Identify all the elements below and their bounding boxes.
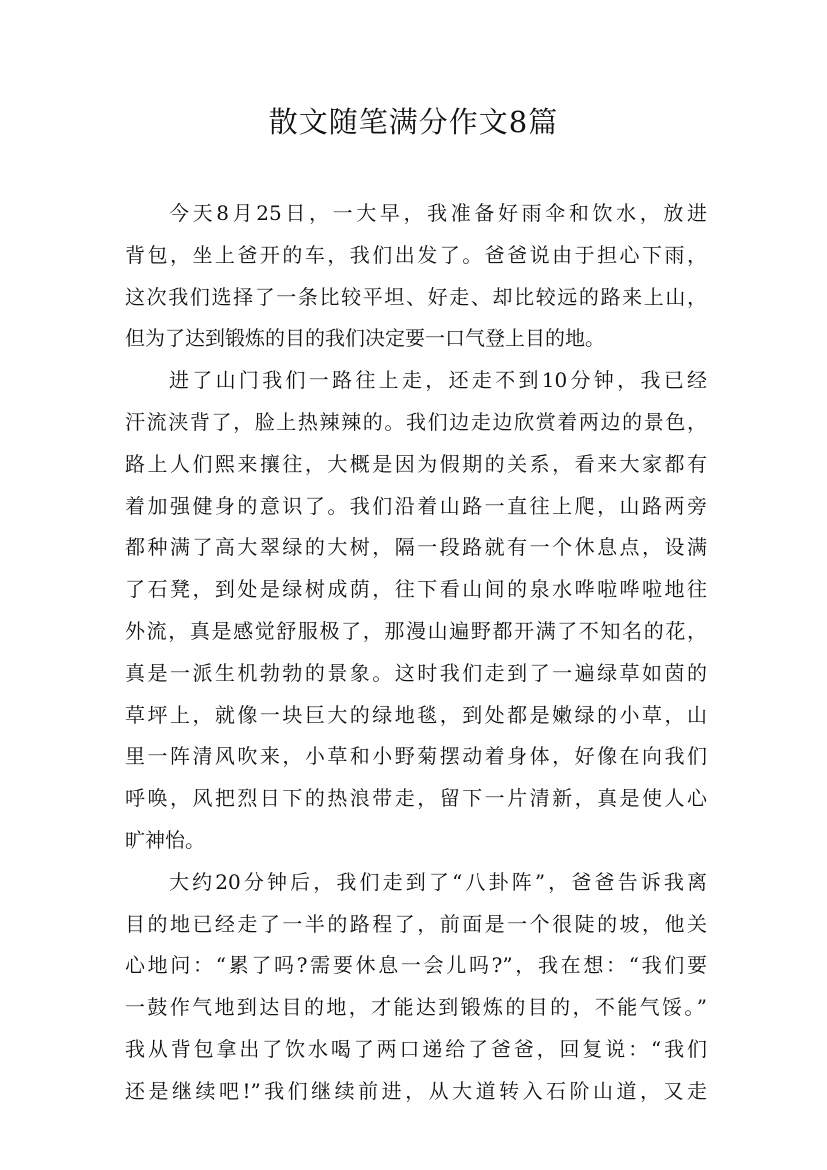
paragraph-2-line-7: 外流，真是感觉舒服极了，那漫山遍野都开满了不知名的花，: [125, 618, 707, 643]
paragraph-1-line-1: 今天8月25日，一大早，我准备好雨伞和饮水，放进: [169, 201, 707, 225]
paragraph-1-line-2: 背包，坐上爸开的车，我们出发了。爸爸说由于担心下雨，: [125, 242, 707, 267]
paragraph-3-line-4: 一鼓作气地到达目的地，才能达到锻炼的目的，不能气馁。”: [125, 995, 707, 1020]
paragraph-2-line-6: 了石凳，到处是绿树成荫，往下看山间的泉水哗啦哗啦地往: [125, 577, 707, 602]
paragraph-2-line-1: 进了山门我们一路往上走，还走不到10分钟，我已经: [169, 368, 707, 393]
paragraph-2-line-2: 汗流浃背了，脸上热辣辣的。我们边走边欣赏着两边的景色，: [125, 409, 707, 434]
paragraph-2-line-8: 真是一派生机勃勃的景象。这时我们走到了一遍绿草如茵的: [125, 660, 707, 685]
paragraph-2-line-12: 旷神怡。: [125, 827, 205, 852]
paragraph-3-line-1: 大约20分钟后，我们走到了“八卦阵”，爸爸告诉我离: [169, 869, 707, 894]
paragraph-3-line-5: 我从背包拿出了饮水喝了两口递给了爸爸，回复说：“我们: [125, 1036, 707, 1061]
paragraph-3-line-3: 心地问：“累了吗?需要休息一会儿吗?”，我在想：“我们要: [125, 953, 707, 978]
document-title: 散文随笔满分作文8篇: [268, 105, 559, 139]
paragraph-2-line-5: 都种满了高大翠绿的大树，隔一段路就有一个休息点，设满: [125, 535, 707, 560]
paragraph-2-line-3: 路上人们熙来攘往，大概是因为假期的关系，看来大家都有: [125, 451, 707, 476]
paragraph-1-line-4: 但为了达到锻炼的目的我们决定要一口气登上目的地。: [125, 326, 605, 351]
paragraph-2-line-10: 里一阵清风吹来，小草和小野菊摆动着身体，好像在向我们: [125, 744, 707, 769]
document-body: [125, 193, 707, 1113]
paragraph-2-line-4: 着加强健身的意识了。我们沿着山路一直往上爬，山路两旁: [125, 493, 707, 518]
paragraph-2-line-11: 呼唤，风把烈日下的热浪带走，留下一片清新，真是使人心: [125, 786, 707, 811]
paragraph-2-line-9: 草坪上，就像一块巨大的绿地毯，到处都是嫩绿的小草，山: [125, 702, 707, 727]
paragraph-1-line-3: 这次我们选择了一条比较平坦、好走、却比较远的路来上山，: [125, 284, 707, 309]
paragraph-3-line-6: 还是继续吧!”我们继续前进，从大道转入石阶山道，又走: [125, 1078, 707, 1103]
paragraph-3-line-2: 目的地已经走了一半的路程了，前面是一个很陡的坡，他关: [125, 911, 707, 936]
